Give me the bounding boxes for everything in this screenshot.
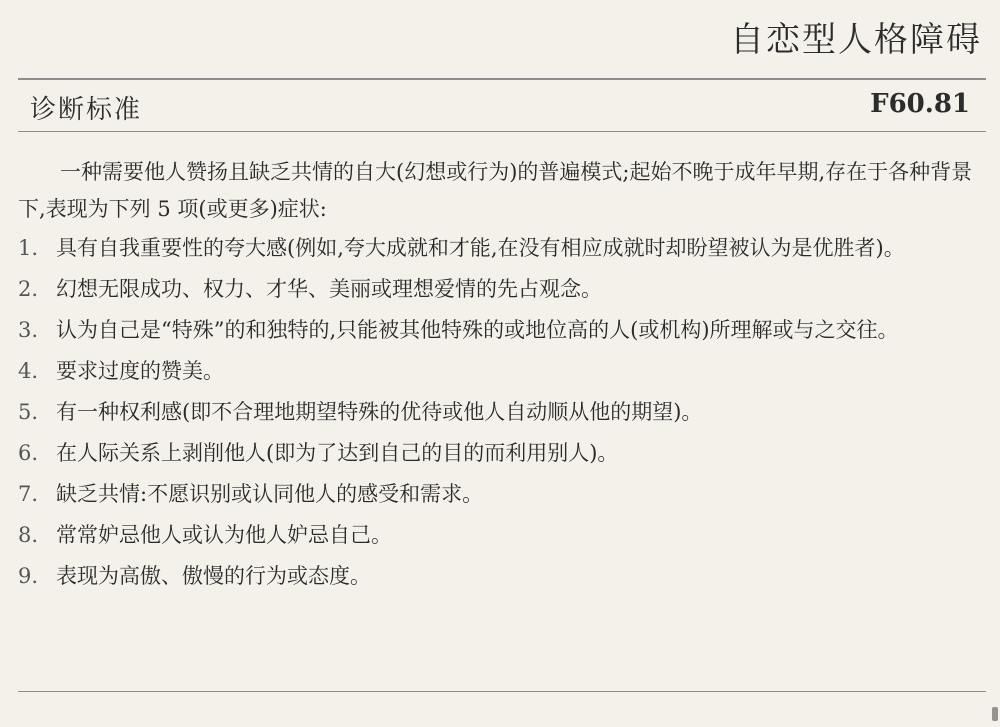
criterion-item [18, 353, 986, 390]
criteria-list [18, 230, 986, 595]
diagnosis-code: F60.81 [870, 89, 970, 119]
criterion-number: 7. [18, 482, 39, 506]
criterion-item [18, 558, 986, 595]
intro-paragraph: 一种需要他人赞扬且缺乏共情的自大(幻想或行为)的普遍模式;起始不晚于成年早期,存在于各种背景下,表现为下列 5 项(或更多)症状: [18, 160, 973, 221]
criterion-item [18, 517, 986, 554]
page-edge-mark [992, 707, 998, 721]
criterion-text: 幻想无限成功、权力、才华、美丽或理想爱情的先占观念。 [56, 277, 602, 301]
criterion-number: 8. [18, 523, 39, 547]
criterion-text: 有一种权利感(即不合理地期望特殊的优待或他人自动顺从他的期望)。 [56, 400, 703, 424]
section-divider [18, 131, 986, 132]
criterion-item [18, 476, 986, 513]
criterion-text: 认为自己是“特殊”的和独特的,只能被其他特殊的或地位高的人(或机构)所理解或与之交往。 [56, 318, 899, 342]
page-title: 自恋型人格障碍 [730, 20, 982, 60]
criterion-item [18, 435, 986, 472]
criteria-content [18, 154, 986, 599]
criterion-number: 4. [18, 359, 39, 383]
criterion-number: 9. [18, 564, 39, 588]
header-divider [18, 78, 986, 80]
criterion-number: 2. [18, 277, 39, 301]
criterion-text: 常常妒忌他人或认为他人妒忌自己。 [56, 523, 392, 547]
criterion-text: 在人际关系上剥削他人(即为了达到自己的目的而利用别人)。 [56, 441, 619, 465]
criterion-item [18, 394, 986, 431]
criterion-text: 要求过度的赞美。 [56, 359, 224, 383]
criterion-number: 6. [18, 441, 39, 465]
criterion-item [18, 271, 986, 308]
criterion-item [18, 312, 986, 349]
criterion-number: 5. [18, 400, 39, 424]
criterion-text: 表现为高傲、傲慢的行为或态度。 [56, 564, 371, 588]
section-title: 诊断标准 [30, 95, 143, 125]
footer-divider [18, 691, 986, 692]
criterion-number: 1. [18, 236, 39, 260]
criterion-item [18, 230, 986, 267]
criterion-number: 3. [18, 318, 39, 342]
criterion-text: 缺乏共情:不愿识别或认同他人的感受和需求。 [56, 482, 484, 506]
criterion-text: 具有自我重要性的夸大感(例如,夸大成就和才能,在没有相应成就时却盼望被认为是优胜者)。 [56, 236, 905, 260]
